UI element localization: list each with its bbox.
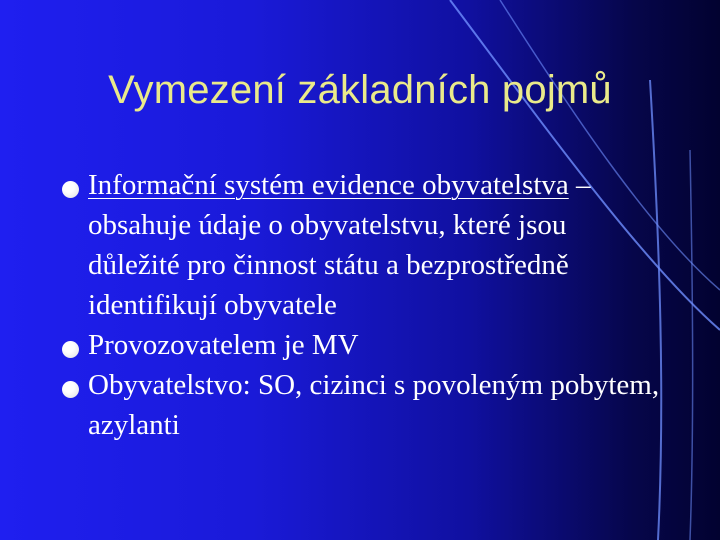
bullet-list [62,165,662,445]
slide-title: Vymezení základních pojmů [108,68,612,112]
bullet-text: Obyvatelstvo: SO, cizinci s povoleným pobytem, azylanti [88,369,660,441]
bullet-text: Provozovatelem je MV [88,329,359,361]
bullet-icon [62,381,79,398]
bullet-icon [62,341,79,358]
bullet-text: – obsahuje údaje o obyvatelstvu, které jsou důležité pro činnost státu a bezprostředně identifikují obyvatele [88,169,591,321]
bullet-term: Informační systém evidence obyvatelstva [88,169,569,201]
bullet-item [62,365,662,445]
bullet-item [62,165,662,325]
decorative-curve-4 [690,150,693,540]
bullet-item [62,325,662,365]
bullet-icon [62,181,79,198]
